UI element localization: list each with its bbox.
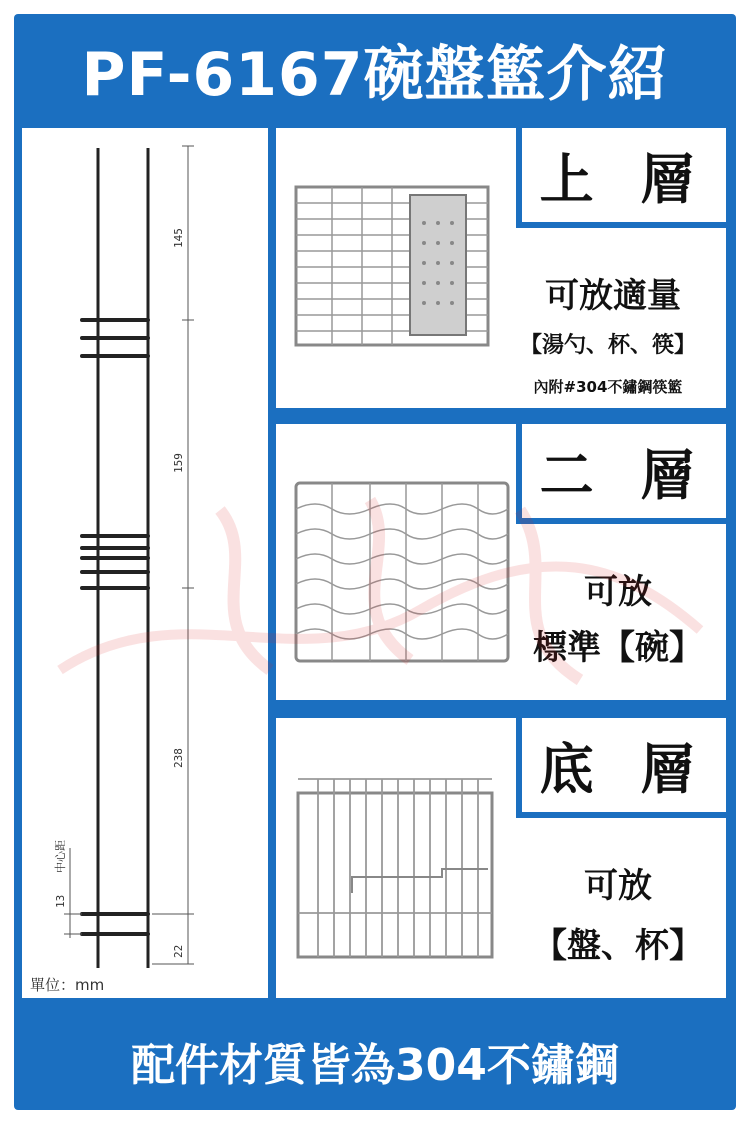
second-layer-rack-image: [292, 479, 512, 669]
material-footer: 配件材質皆為304不鏽鋼: [131, 1040, 619, 1091]
dimension-238: 238: [172, 748, 185, 768]
top-layer-desc-1: 可放適量: [545, 276, 681, 316]
second-layer-desc-2: 標準【碗】: [533, 628, 703, 668]
unit-label: 單位：mm: [30, 976, 105, 994]
second-layer-title: 二 層: [516, 424, 726, 524]
rack-side-drawing: [22, 128, 268, 998]
bottom-layer-desc-2: 【盤、杯】: [533, 926, 703, 966]
top-layer-rack-image: [292, 183, 492, 353]
second-layer-desc-1: 可放: [584, 572, 652, 612]
top-layer-desc-3: 內附#304不鏽鋼筷籃: [533, 378, 683, 396]
dimension-drawing-panel: [22, 128, 268, 998]
top-layer-desc-2: 【湯勺、杯、筷】: [519, 333, 696, 358]
dimension-145: 145: [172, 228, 185, 248]
bottom-layer-rack-image: [292, 773, 502, 963]
dimension-13: 13: [54, 894, 67, 908]
bottom-layer-title: 底 層: [516, 718, 726, 818]
top-layer-panel: [276, 128, 726, 408]
dimension-22: 22: [172, 944, 185, 958]
second-layer-panel: [276, 424, 726, 700]
top-layer-title: 上 層: [516, 128, 726, 228]
dimension-159: 159: [172, 453, 185, 473]
bottom-layer-panel: [276, 718, 726, 998]
bottom-layer-desc-1: 可放: [584, 866, 652, 906]
page-title: PF-6167碗盤籃介紹: [81, 40, 669, 110]
center-distance-label: 中心距: [54, 840, 67, 873]
